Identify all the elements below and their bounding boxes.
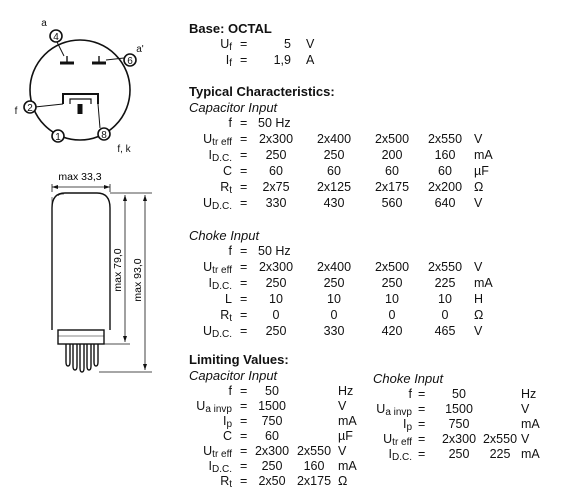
capacitor-param-subscript: t [229, 185, 232, 196]
capacitor-cell: 330 [265, 196, 287, 210]
capacitor-param-symbol: C [222, 164, 232, 178]
limit-choke-param-symbol: I [388, 447, 392, 461]
pin-label-8: 8 [101, 130, 107, 141]
capacitor-param-symbol: I [208, 148, 212, 162]
choke-freq-label-symbol: f [228, 244, 232, 258]
choke-cell: 420 [381, 324, 403, 338]
limit-capacitor-param [203, 444, 232, 460]
limit-capacitor-param-subscript: a invp [205, 404, 232, 415]
label-a-prime: a' [136, 44, 144, 55]
equals-sign: = [240, 148, 248, 162]
label-a: a [41, 18, 47, 29]
limit-capacitor-param-symbol: U [203, 444, 213, 458]
limit-capacitor-param-subscript: tr eff [212, 449, 232, 460]
capacitor-unit: mA [474, 148, 493, 162]
choke-cell: 0 [388, 308, 396, 322]
capacitor-param-subscript: D.C. [212, 201, 232, 212]
capacitor-param-subscript: tr eff [212, 137, 232, 148]
dim-height-body: max 79,0 [112, 248, 124, 292]
capacitor-cell: 60 [385, 164, 399, 178]
label-fk: f, k [117, 144, 131, 155]
limit-choke-title: Choke Input [373, 371, 444, 386]
limit-capacitor-value: 60 [265, 429, 279, 443]
equals-sign: = [240, 399, 248, 413]
base-param-symbol: U [220, 37, 230, 51]
choke-unit: V [474, 260, 483, 274]
limit-capacitor-param-subscript: p [226, 419, 232, 430]
choke-cell: 330 [323, 324, 345, 338]
typical-title: Typical Characteristics: [189, 84, 335, 99]
equals-sign: = [240, 444, 248, 458]
limit-capacitor-param-symbol: C [222, 429, 232, 443]
equals-sign: = [240, 164, 248, 178]
limit-capacitor-param [220, 474, 232, 490]
limit-capacitor-value: 2x300 [254, 444, 290, 458]
limit-choke-unit: mA [521, 417, 540, 431]
capacitor-freq-label-symbol: f [228, 116, 232, 130]
limit-capacitor-param-symbol: f [228, 384, 232, 398]
limit-capacitor-unit: µF [338, 429, 353, 443]
limit-choke-param [389, 447, 412, 463]
choke-param-subscript: D.C. [212, 281, 232, 292]
limit-choke-param [383, 432, 412, 448]
equals-sign: = [240, 292, 248, 306]
pin-label-2: 2 [27, 103, 33, 114]
choke-param-subscript: tr eff [212, 265, 232, 276]
base-param-symbol: I [225, 53, 230, 67]
limit-capacitor-value2: 2x175 [296, 474, 332, 488]
capacitor-unit: µF [474, 164, 489, 178]
limit-choke-param-subscript: D.C. [392, 452, 412, 463]
limit-choke-param [409, 387, 412, 401]
limit-choke-value2: 225 [489, 447, 511, 461]
limit-capacitor-value: 750 [261, 414, 283, 428]
capacitor-freq-value: 50 Hz [258, 116, 291, 130]
limit-choke-value: 750 [448, 417, 470, 431]
base-param-subscript: f [229, 58, 232, 69]
equals-sign: = [240, 429, 248, 443]
limit-choke-unit: V [521, 432, 530, 446]
pinout-diagram [24, 30, 136, 142]
capacitor-cell: 640 [434, 196, 456, 210]
limit-choke-param-subscript: p [406, 422, 412, 433]
equals-sign: = [240, 474, 248, 488]
equals-sign: = [240, 414, 248, 428]
limit-choke-value2: 2x550 [482, 432, 518, 446]
capacitor-param [203, 196, 232, 212]
capacitor-cell: 2x125 [316, 180, 352, 194]
choke-cell: 250 [265, 276, 287, 290]
equals-sign: = [418, 447, 426, 461]
dim-height-total: max 93,0 [132, 258, 144, 302]
limit-capacitor-unit: Hz [338, 384, 354, 398]
choke-cell: 10 [385, 292, 399, 306]
choke-param-symbol: L [225, 292, 232, 306]
limit-choke-param-symbol: I [402, 417, 407, 431]
limit-capacitor-param [223, 414, 232, 430]
limit-choke-value: 250 [448, 447, 470, 461]
choke-param [203, 260, 232, 276]
dim-diameter: max 33,3 [58, 171, 102, 183]
choke-param-symbol: I [208, 276, 212, 290]
base-title: Base: OCTAL [189, 21, 272, 36]
limit-capacitor-unit: V [338, 399, 347, 413]
limit-capacitor-value: 250 [261, 459, 283, 473]
capacitor-unit: Ω [474, 180, 484, 194]
choke-freq-label [229, 244, 232, 258]
limit-choke-unit: mA [521, 447, 540, 461]
equals-sign: = [418, 417, 426, 431]
choke-cell: 465 [434, 324, 456, 338]
choke-param [209, 276, 232, 292]
capacitor-cell: 60 [269, 164, 283, 178]
choke-cell: 10 [327, 292, 341, 306]
capacitor-param [223, 164, 232, 178]
capacitor-unit: V [474, 132, 483, 146]
base-value: 5 [284, 37, 291, 51]
choke-cell: 10 [438, 292, 452, 306]
capacitor-param-symbol: R [220, 180, 230, 194]
choke-param-symbol: U [203, 260, 213, 274]
capacitor-title: Capacitor Input [189, 100, 278, 115]
choke-cell: 0 [441, 308, 449, 322]
equals-sign: = [240, 459, 248, 473]
choke-param [220, 308, 232, 324]
pin-label-6: 6 [127, 56, 133, 67]
equals-sign: = [240, 260, 248, 274]
tube-diagram [0, 0, 180, 500]
capacitor-cell: 60 [327, 164, 341, 178]
limit-capacitor-param-symbol: I [222, 414, 227, 428]
capacitor-param-symbol: U [202, 196, 212, 210]
equals-sign: = [240, 196, 248, 210]
limit-capacitor-param [196, 399, 232, 415]
choke-cell: 2x400 [316, 260, 352, 274]
choke-param-subscript: t [229, 313, 232, 324]
capacitor-cell: 200 [381, 148, 403, 162]
equals-sign: = [240, 37, 248, 51]
equals-sign: = [240, 324, 248, 338]
equals-sign: = [240, 276, 248, 290]
equals-sign: = [240, 53, 248, 67]
limit-capacitor-value: 50 [265, 384, 279, 398]
limiting-title: Limiting Values: [189, 352, 289, 367]
equals-sign: = [240, 132, 248, 146]
limit-choke-param-symbol: f [408, 387, 412, 401]
equals-sign: = [240, 180, 248, 194]
choke-cell: 10 [269, 292, 283, 306]
choke-title: Choke Input [189, 228, 260, 243]
capacitor-cell: 60 [438, 164, 452, 178]
limit-capacitor-param-symbol: U [196, 399, 206, 413]
base-value: 1,9 [273, 53, 291, 67]
limit-capacitor-param [223, 429, 232, 443]
limit-capacitor-value2: 160 [303, 459, 325, 473]
capacitor-param [209, 148, 232, 164]
limit-capacitor-value: 2x50 [258, 474, 286, 488]
choke-param [225, 292, 232, 306]
choke-unit: mA [474, 276, 493, 290]
limit-choke-value: 2x300 [441, 432, 477, 446]
limit-capacitor-unit: Ω [338, 474, 348, 488]
capacitor-param [220, 180, 232, 196]
capacitor-cell: 2x400 [316, 132, 352, 146]
limit-capacitor-title: Capacitor Input [189, 368, 278, 383]
choke-freq-value: 50 Hz [258, 244, 291, 258]
limit-choke-value: 50 [452, 387, 466, 401]
choke-param-subscript: D.C. [212, 329, 232, 340]
capacitor-cell: 250 [265, 148, 287, 162]
capacitor-cell: 2x300 [258, 132, 294, 146]
equals-sign: = [240, 384, 248, 398]
choke-unit: H [474, 292, 484, 306]
capacitor-param [203, 132, 232, 148]
limit-capacitor-unit: V [338, 444, 347, 458]
equals-sign: = [418, 432, 426, 446]
capacitor-unit: V [474, 196, 483, 210]
choke-cell: 0 [272, 308, 280, 322]
choke-cell: 0 [330, 308, 338, 322]
capacitor-cell: 160 [434, 148, 456, 162]
base-param [220, 37, 232, 53]
choke-cell: 225 [434, 276, 456, 290]
choke-cell: 2x550 [427, 260, 463, 274]
equals-sign: = [240, 116, 248, 130]
choke-cell: 250 [381, 276, 403, 290]
limit-capacitor-param-subscript: D.C. [212, 464, 232, 475]
base-param-subscript: f [229, 42, 232, 53]
limit-capacitor-param [229, 384, 232, 398]
limit-capacitor-param-symbol: I [208, 459, 212, 473]
capacitor-cell: 2x500 [374, 132, 410, 146]
equals-sign: = [418, 387, 426, 401]
limit-capacitor-unit: mA [338, 459, 357, 473]
capacitor-cell: 560 [381, 196, 403, 210]
limit-choke-param-subscript: a invp [385, 407, 412, 418]
capacitor-cell: 2x175 [374, 180, 410, 194]
capacitor-param-symbol: U [203, 132, 213, 146]
limit-choke-param-symbol: U [383, 432, 393, 446]
capacitor-cell: 250 [323, 148, 345, 162]
equals-sign: = [240, 308, 248, 322]
equals-sign: = [240, 244, 248, 258]
choke-cell: 2x500 [374, 260, 410, 274]
base-unit: A [306, 53, 315, 67]
label-f: f [14, 106, 18, 117]
choke-cell: 250 [323, 276, 345, 290]
pin-label-4: 4 [53, 32, 59, 43]
choke-unit: V [474, 324, 483, 338]
limit-capacitor-param-subscript: t [229, 479, 232, 490]
equals-sign: = [418, 402, 426, 416]
limit-capacitor-value2: 2x550 [296, 444, 332, 458]
capacitor-freq-label [229, 116, 232, 130]
choke-cell: 250 [265, 324, 287, 338]
choke-cell: 2x300 [258, 260, 294, 274]
choke-unit: Ω [474, 308, 484, 322]
limit-capacitor-param [209, 459, 232, 475]
choke-param [203, 324, 232, 340]
capacitor-cell: 430 [323, 196, 345, 210]
limit-choke-unit: Hz [521, 387, 537, 401]
limit-choke-param-subscript: tr eff [392, 437, 412, 448]
limit-choke-param-symbol: U [376, 402, 386, 416]
limit-capacitor-param-symbol: R [220, 474, 230, 488]
limit-capacitor-value: 1500 [258, 399, 286, 413]
choke-param-symbol: U [202, 324, 212, 338]
limit-capacitor-unit: mA [338, 414, 357, 428]
base-param [226, 53, 232, 69]
limit-choke-param [403, 417, 412, 433]
capacitor-cell: 2x550 [427, 132, 463, 146]
base-unit: V [306, 37, 315, 51]
capacitor-cell: 2x200 [427, 180, 463, 194]
choke-param-symbol: R [220, 308, 230, 322]
pin-label-1: 1 [55, 132, 61, 143]
capacitor-param-subscript: D.C. [212, 153, 232, 164]
limit-choke-param [376, 402, 412, 418]
limit-choke-unit: V [521, 402, 530, 416]
limit-choke-value: 1500 [445, 402, 473, 416]
capacitor-cell: 2x75 [262, 180, 290, 194]
